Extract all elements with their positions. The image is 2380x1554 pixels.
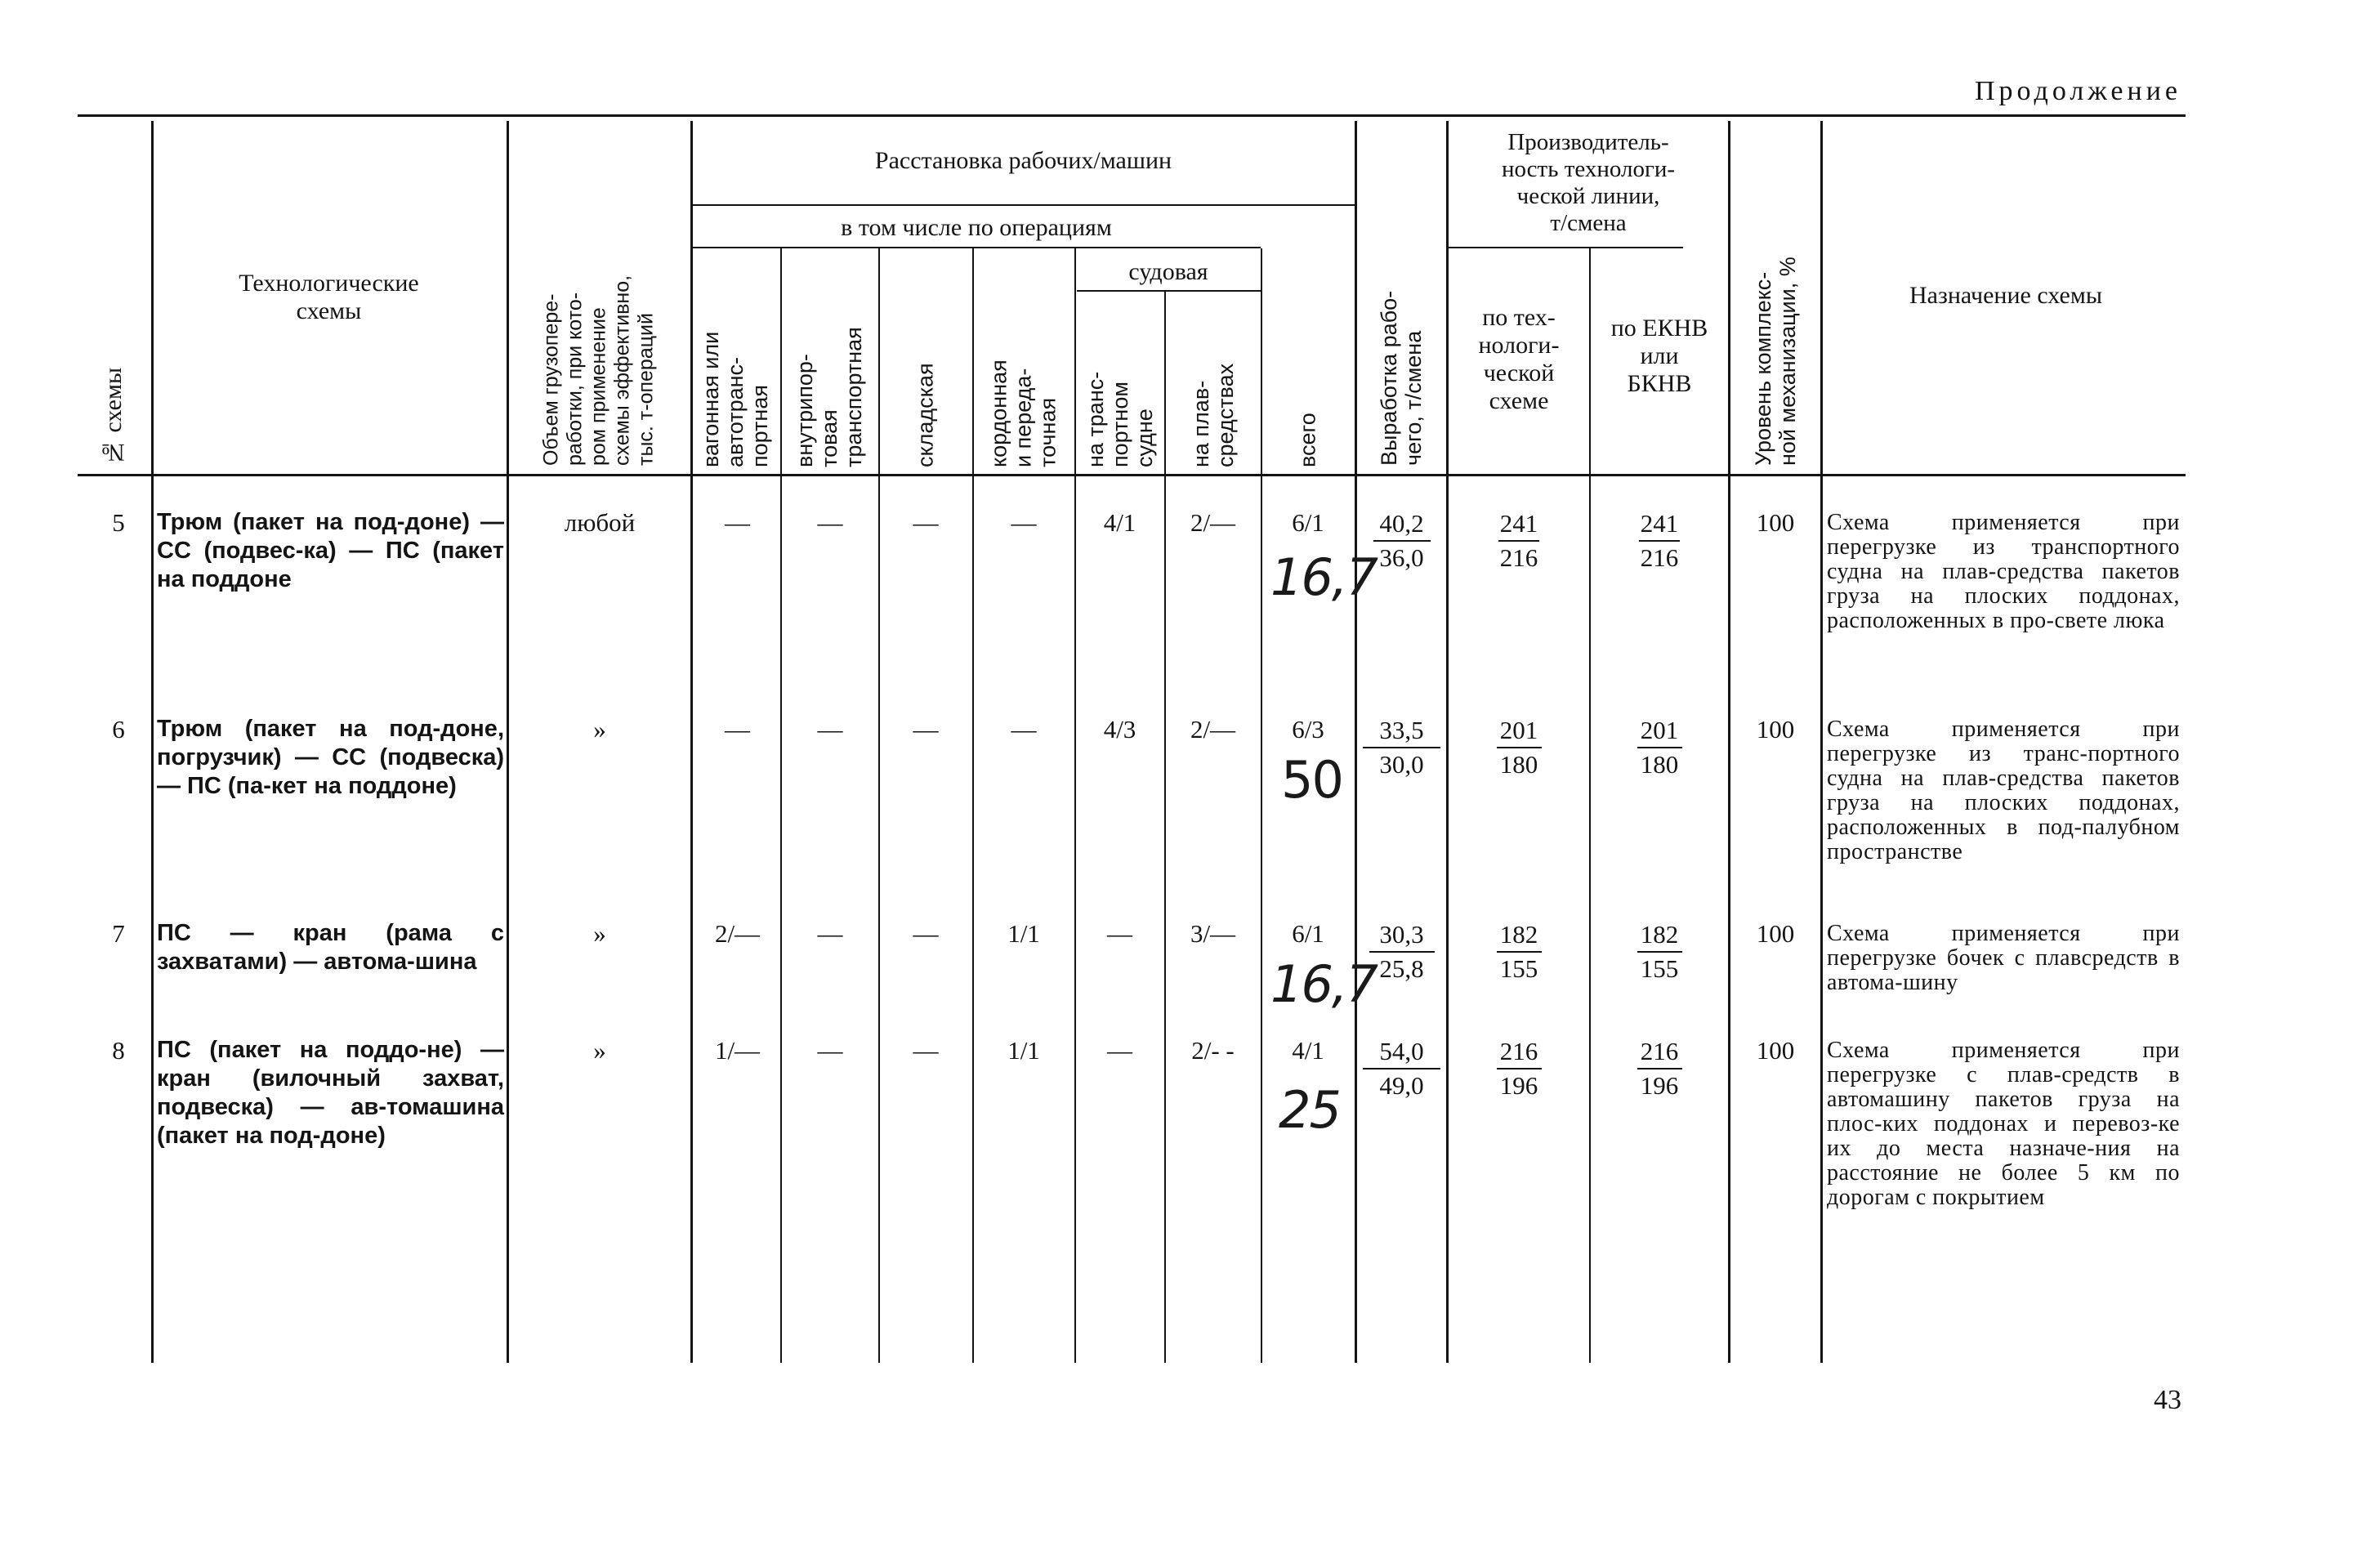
row-7-no: 7: [112, 919, 125, 948]
row-7-mech: 100: [1756, 919, 1795, 948]
row-8-scheme-num: 216: [1499, 1037, 1538, 1065]
row-5-ship-floating: 2/—: [1190, 508, 1236, 537]
header-output: Выработка рабо- чего, т/смена: [1377, 290, 1426, 466]
header-op-ship-floating: на плав- средствах: [1189, 363, 1238, 467]
row-8-scheme: ПС (пакет на поддо-не) — кран (вилочный захват, подвеска) — ав-томашина (пакет на под-доне): [157, 1037, 504, 1149]
productivity-sub-rule: [1448, 247, 1683, 248]
row-6-volume: »: [593, 715, 606, 744]
col-rule-14: [1820, 121, 1823, 1363]
row-6-scheme-num: 201: [1499, 716, 1538, 744]
row-7-warehouse: —: [913, 919, 939, 948]
page-number: 43: [2154, 1385, 2181, 1415]
row-5-scheme-den: 216: [1499, 543, 1538, 572]
row-8-mech: 100: [1756, 1036, 1795, 1065]
row-7-wagon: 2/—: [714, 919, 761, 948]
row-6-ekiv-num: 201: [1640, 716, 1679, 744]
row-6-warehouse: —: [913, 715, 939, 744]
header-placement: Расстановка рабочих/машин: [874, 147, 1172, 174]
row-6-ship-transport: 4/3: [1103, 715, 1136, 744]
row-5-cordon: —: [1011, 508, 1037, 537]
row-6-total: 6/3: [1292, 715, 1324, 744]
row-8-scheme-den: 196: [1499, 1071, 1538, 1100]
row-6-ekiv-den: 180: [1640, 750, 1679, 779]
header-op-ship-transport: на транс- портном судне: [1083, 371, 1157, 467]
row-7-ekiv-den: 155: [1640, 954, 1679, 983]
col-rule-6: [972, 248, 974, 1363]
row-5-purpose: Схема применяется при перегрузке из транспортного судна на плав-средства пакетов груза на плоских поддонах, расположенных в про-свете люка: [1827, 510, 2180, 633]
header-by-ekiv: по ЕКНВ или БКНВ: [1610, 315, 1708, 397]
row-6-output-num: 33,5: [1379, 716, 1424, 744]
row-6-scheme: Трюм (пакет на под-доне, погрузчик) — СС (подвеска) — ПС (па-кет на поддоне): [157, 716, 504, 799]
col-rule-9: [1261, 248, 1262, 1363]
col-rule-1: [151, 121, 154, 1363]
row-5-internal: —: [817, 508, 843, 537]
row-6-ship-floating: 2/—: [1190, 715, 1236, 744]
row-5-total: 6/1: [1292, 508, 1324, 537]
row-8-ship-transport: —: [1107, 1036, 1132, 1065]
col-rule-10: [1355, 121, 1357, 1363]
col-rule-7: [1074, 248, 1076, 1363]
row-8-cordon: 1/1: [1007, 1036, 1040, 1065]
row-8-wagon: 1/—: [714, 1036, 761, 1065]
row-6-output-den: 30,0: [1379, 750, 1424, 779]
row-8-handwritten-note: 25: [1279, 1080, 1340, 1140]
row-7-scheme-prod: [1449, 919, 1589, 985]
header-op-internal: внутрипор- товая транспортная: [793, 327, 866, 467]
row-6-cordon: —: [1011, 715, 1037, 744]
row-7-scheme-den: 155: [1499, 954, 1538, 983]
row-5-scheme: Трюм (пакет на под-доне) — СС (подвес-ка) — ПС (пакет на поддоне: [157, 509, 504, 592]
row-7-purpose: Схема применяется при перегрузке бочек с плавсредств в автома-шину: [1827, 921, 2180, 995]
row-5-scheme-prod: [1449, 508, 1589, 574]
ship-sub-rule: [1077, 290, 1261, 292]
header-volume: Объем грузопере- работки, при кото- ром применение схемы эффективно, тыс. т-операций: [539, 275, 658, 466]
header-op-wagon: вагонная или автотранс- портная: [699, 331, 772, 467]
row-5-handwritten-note: 16,7: [1270, 547, 1378, 607]
row-7-ekiv-num: 182: [1640, 920, 1679, 949]
header-bottom-rule: [78, 474, 2186, 476]
row-5-ship-transport: 4/1: [1103, 508, 1136, 537]
row-6-ekiv-prod: [1591, 715, 1728, 780]
header-mechanization: Уровень комплекс- ной механизации, %: [1751, 257, 1800, 466]
row-6-scheme-prod: [1449, 715, 1589, 780]
row-8-output-num: 54,0: [1379, 1037, 1424, 1065]
header-op-total: всего: [1295, 413, 1320, 467]
row-8-internal: —: [817, 1036, 843, 1065]
col-rule-8: [1164, 292, 1166, 1363]
col-rule-12: [1589, 248, 1591, 1363]
row-6-internal: —: [817, 715, 843, 744]
row-8-no: 8: [112, 1036, 125, 1065]
header-by-operations: в том числе по операциям: [841, 214, 1112, 241]
header-op-ship: судовая: [1128, 258, 1208, 285]
header-op-warehouse: складская: [913, 363, 938, 467]
row-5-wagon: —: [725, 508, 750, 537]
row-8-output: [1359, 1036, 1445, 1101]
row-6-handwritten-note: 50: [1281, 750, 1342, 810]
row-5-warehouse: —: [913, 508, 939, 537]
header-scheme-no: № схемы: [100, 367, 127, 466]
table-top-rule: [78, 114, 2186, 117]
header-by-scheme: по тех- нологи- ческой схеме: [1478, 304, 1560, 414]
row-7-cordon: 1/1: [1007, 919, 1040, 948]
row-7-scheme: ПС — кран (рама с захватами) — автома-шина: [157, 920, 504, 975]
row-5-ekiv-prod: [1591, 508, 1728, 574]
header-op-cordon: кордонная и переда- точная: [986, 359, 1061, 467]
row-5-scheme-num: 241: [1499, 509, 1538, 538]
row-8-ekiv-den: 196: [1640, 1071, 1679, 1100]
row-7-output-num: 30,3: [1379, 920, 1424, 949]
col-rule-5: [878, 248, 880, 1363]
row-5-ekiv-num: 241: [1640, 509, 1679, 538]
row-5-no: 5: [112, 508, 125, 537]
row-5-volume: любой: [564, 508, 636, 537]
row-5-output-num: 40,2: [1379, 509, 1424, 538]
row-7-internal: —: [817, 919, 843, 948]
row-7-total: 6/1: [1292, 919, 1324, 948]
operations-sub-rule: [693, 247, 1261, 248]
col-rule-3: [690, 121, 693, 1363]
row-8-purpose: Схема применяется при перегрузке с плав-средств в автомашину пакетов груза на плос-ких поддонах и перевоз-ке их до места назначе-ния на расстояние не более 5 км по дорогам с покрытием: [1827, 1038, 2180, 1210]
row-8-scheme-prod: [1449, 1036, 1589, 1101]
row-8-total: 4/1: [1292, 1036, 1324, 1065]
row-8-ekiv-prod: [1591, 1036, 1728, 1101]
row-7-ekiv-prod: [1591, 919, 1728, 985]
row-7-ship-transport: —: [1107, 919, 1132, 948]
row-5-ekiv-den: 216: [1640, 543, 1679, 572]
row-8-output-den: 49,0: [1379, 1071, 1424, 1100]
row-6-wagon: —: [725, 715, 750, 744]
row-8-volume: »: [593, 1036, 606, 1065]
col-rule-2: [507, 121, 509, 1363]
row-6-no: 6: [112, 715, 125, 744]
header-purpose: Назначение схемы: [1909, 282, 2102, 309]
row-7-output-den: 25,8: [1379, 954, 1424, 983]
row-7-handwritten-note: 16,7: [1270, 954, 1378, 1014]
placement-sub-rule: [693, 204, 1355, 206]
row-7-volume: »: [593, 919, 606, 948]
header-tech-schemes: Технологические схемы: [239, 270, 419, 324]
col-rule-4: [780, 248, 782, 1363]
row-7-scheme-num: 182: [1499, 920, 1538, 949]
row-6-scheme-den: 180: [1499, 750, 1538, 779]
continuation-label: Продолжение: [1974, 76, 2181, 106]
row-8-warehouse: —: [913, 1036, 939, 1065]
row-8-ship-floating: 2/- -: [1191, 1036, 1235, 1065]
row-5-output: [1359, 508, 1445, 574]
header-productivity: Производитель- ность технологи- ческой линии, т/смена: [1501, 129, 1676, 236]
row-6-purpose: Схема применяется при перегрузке из транс-портного судна на плав-средства пакетов груза на плоских поддонах, расположенных в под-палубном пространстве: [1827, 717, 2180, 864]
row-5-output-den: 36,0: [1379, 543, 1424, 572]
row-7-ship-floating: 3/—: [1190, 919, 1236, 948]
row-6-output: [1359, 715, 1445, 780]
row-8-ekiv-num: 216: [1640, 1037, 1679, 1065]
row-6-mech: 100: [1756, 715, 1795, 744]
row-5-mech: 100: [1756, 508, 1795, 537]
row-7-output: [1359, 919, 1445, 985]
